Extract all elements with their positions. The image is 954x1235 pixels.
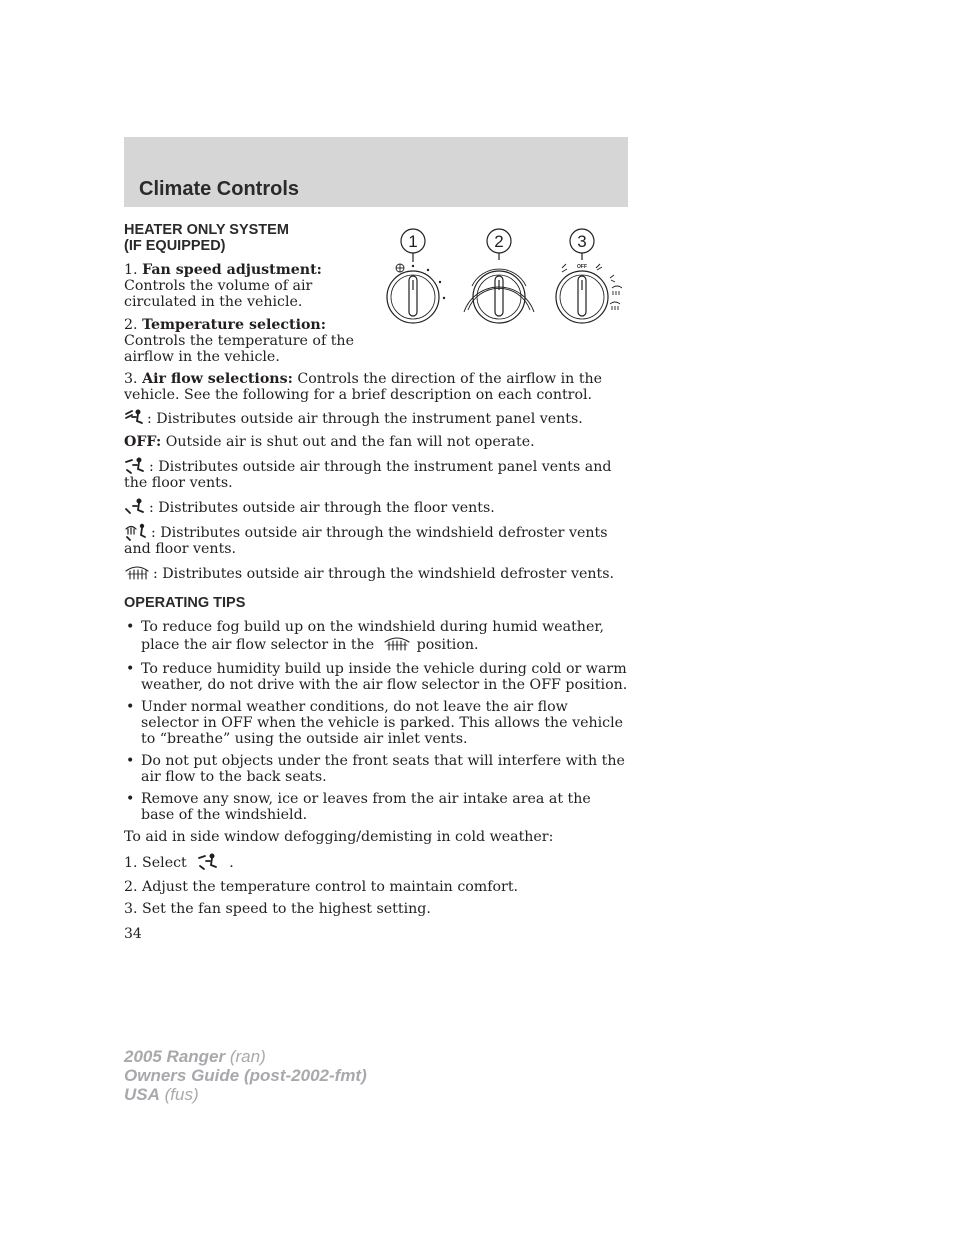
panel-floor-vent-icon bbox=[124, 457, 146, 475]
footer-line-1: 2005 Ranger (ran) bbox=[124, 1047, 266, 1066]
diagram-off-label: OFF bbox=[577, 264, 587, 270]
item-fan-speed: 1. Fan speed adjustment: Controls the volume of air circulated in the vehicle. bbox=[124, 262, 322, 310]
list-item: • Under normal weather conditions, do not leave the air flow selector in OFF when the vehicle is parked. This allows the vehicle to “breathe” using the outside air inlet vents. bbox=[126, 699, 624, 747]
mode-defrost: : Distributes outside air through the windshield defroster vents. bbox=[124, 564, 628, 582]
document-footer bbox=[124, 1047, 367, 1104]
section-heading-heater-only bbox=[124, 222, 374, 254]
floor-vent-icon bbox=[124, 498, 146, 516]
document-body bbox=[124, 222, 628, 917]
diagram-label-3: 3 bbox=[577, 232, 587, 251]
defog-intro: To aid in side window defogging/demisting in cold weather: bbox=[124, 829, 554, 845]
floor-defrost-icon bbox=[124, 523, 148, 541]
list-item: • Do not put objects under the front seats that will interfere with the air flow to the back seats. bbox=[126, 753, 625, 785]
list-item: • To reduce humidity build up inside the vehicle during cold or warm weather, do not drive with the air flow selector in the OFF position. bbox=[126, 661, 628, 693]
diagram-label-2: 2 bbox=[494, 232, 504, 251]
mode-floor: : Distributes outside air through the floor vents. bbox=[124, 498, 628, 516]
section-header-band bbox=[124, 137, 628, 207]
footer-line-3: USA (fus) bbox=[124, 1085, 199, 1104]
heading-line-1: HEATER ONLY SYSTEM bbox=[124, 222, 289, 238]
panel-vent-icon bbox=[124, 409, 144, 427]
list-item: • Remove any snow, ice or leaves from the air intake area at the base of the windshield. bbox=[126, 791, 591, 823]
mode-panel: : Distributes outside air through the instrument panel vents. bbox=[124, 409, 628, 427]
defrost-icon bbox=[124, 564, 150, 582]
heading-line-2: (IF EQUIPPED) bbox=[124, 238, 226, 254]
mode-panel-floor: : Distributes outside air through the instrument panel vents and the floor vents. bbox=[124, 459, 612, 491]
defog-step-1: 1. Select . bbox=[124, 855, 234, 871]
list-item: • To reduce fog build up on the windshield during humid weather, place the air flow selector in the position. bbox=[126, 619, 605, 653]
diagram-label-1: 1 bbox=[408, 232, 418, 251]
panel-floor-vent-icon bbox=[197, 853, 223, 871]
mode-off: OFF: Outside air is shut out and the fan will not operate. bbox=[124, 434, 535, 450]
section-heading-operating-tips: OPERATING TIPS bbox=[124, 595, 246, 611]
item-air-flow: 3. Air flow selections: Controls the direction of the airflow in the vehicle. See the following for a brief description on each control. bbox=[124, 371, 603, 403]
page-title: Climate Controls bbox=[139, 178, 300, 200]
defrost-icon bbox=[383, 635, 411, 653]
mode-floor-defrost: : Distributes outside air through the windshield defroster vents and floor vents. bbox=[124, 525, 608, 557]
defog-step-2: 2. Adjust the temperature control to maintain comfort. bbox=[124, 879, 519, 895]
operating-tips-list bbox=[124, 619, 628, 823]
footer-line-2: Owners Guide (post-2002-fmt) bbox=[124, 1066, 367, 1085]
page-number: 34 bbox=[124, 926, 142, 942]
defog-step-3: 3. Set the fan speed to the highest setting. bbox=[124, 901, 431, 917]
item-temperature: 2. Temperature selection: Controls the temperature of the airflow in the vehicle. bbox=[124, 317, 354, 365]
